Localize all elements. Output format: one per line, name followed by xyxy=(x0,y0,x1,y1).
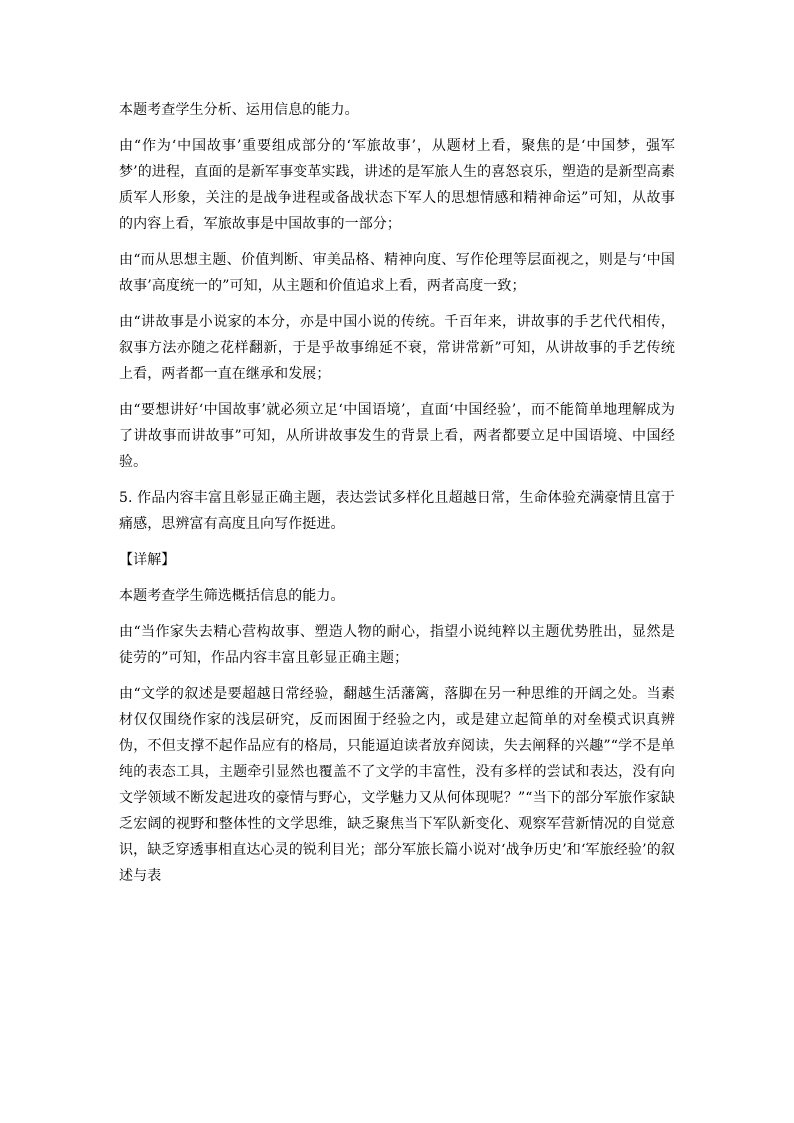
paragraph-answer-5: 5. 作品内容丰富且彰显正确主题，表达尝试多样化且超越日常，生命体验充满豪情且富于痛感，思辨富有高度且向写作挺进。 xyxy=(119,490,675,532)
paragraph-literary-narration: 由“文学的叙述是要超越日常经验，翻越生活藩篱，落脚在另一种思维的开阔之处。当素材仅仅围绕作家的浅层研究，反而困囿于经验之内，或是建立起简单的对垒模式识真辨伪，不但支撑不起作品应有的格局，只能逼迫读者放弃阅读，失去阐释的兴趣”“学不是单纯的表态工具，主题牵引显然也覆盖不了文学的丰富性，没有多样的尝试和表达，没有向文学领域不断发起进攻的豪情与野心，文学魅力又从何体现呢？”“当下的部分军旅作家缺乏宏阔的视野和整体性的文学思维，缺乏聚焦当下军队新变化、观察军营新情况的自觉意识，缺乏穿透事相直达心灵的锐利目光；部分军旅长篇小说对‘战争历史’和‘军旅经验’的叙述与表 xyxy=(119,686,675,884)
paragraph-detail-intro: 本题考查学生筛选概括信息的能力。 xyxy=(119,588,345,604)
paragraph-content-theme: 由“当作家失去精心营构故事、塑造人物的耐心，指望小说纯粹以主题优势胜出，显然是徒劳的”可知，作品内容丰富且彰显正确主题； xyxy=(119,624,675,666)
section-heading-detail: 【详解】 xyxy=(119,552,176,568)
paragraph-intro: 本题考查学生分析、运用信息的能力。 xyxy=(119,102,359,118)
paragraph-storytelling-tradition: 由“讲故事是小说家的本分，亦是中国小说的传统。千百年来，讲故事的手艺代代相传，叙事方法亦随之花样翻新，于是乎故事绵延不衰，常讲常新”可知，从讲故事的手艺传统上看，两者都一直在继承和发展； xyxy=(119,314,675,382)
paragraph-chinese-context: 由“要想讲好‘中国故事’就必须立足‘中国语境’，直面‘中国经验’，而不能简单地理解成为了讲故事而讲故事”可知，从所讲故事发生的背景上看，两者都要立足中国语境、中国经验。 xyxy=(119,402,675,470)
paragraph-theme-value: 由“而从思想主题、价值判断、审美品格、精神向度、写作伦理等层面视之，则是与‘中国故事’高度统一的”可知，从主题和价值追求上看，两者高度一致； xyxy=(119,252,675,294)
paragraph-military-story-content: 由“作为‘中国故事’重要组成部分的‘军旅故事’，从题材上看，聚焦的是‘中国梦，强军梦’的进程，直面的是新军事变革实践，讲述的是军旅人生的喜怒哀乐，塑造的是新型高素质军人形象，关注的是战争进程或备战状态下军人的思想情感和精神命运”可知，从故事的内容上看，军旅故事是中国故事的一部分； xyxy=(119,138,675,232)
document-body xyxy=(119,97,675,899)
